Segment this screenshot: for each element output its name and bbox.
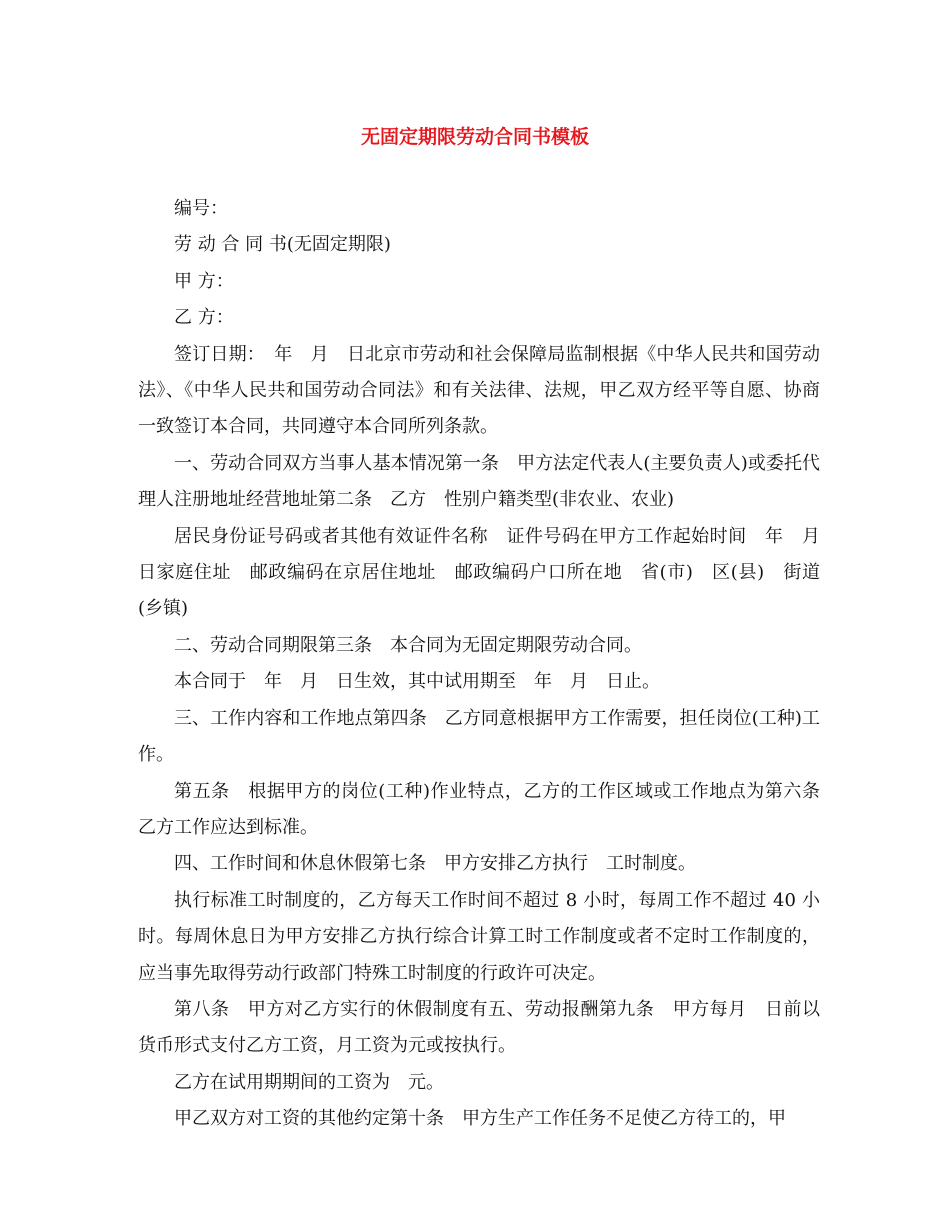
paragraph-id-info: 居民身份证号码或者其他有效证件名称 证件号码在甲方工作起始时间 年 月日家庭住址 邮政编码在京居住地址 邮政编码户口所在地 省(市) 区(县) 街道(乡镇): [138, 525, 820, 620]
paragraph-article-5: 第五条 根据甲方的岗位(工种)作业特点，乙方的工作区域或工作地点为第六条 乙方工作应达到标准。: [138, 780, 838, 838]
paragraph-signing-date: 签订日期： 年 月 日北京市劳动和社会保障局监制根据《中华人民共和国劳动法》、《中华人民共和国劳动合同法》和有关法律、法规，甲乙双方经平等自愿、协商一致签订本合同，共同遵守本合同所列条款。: [138, 343, 820, 438]
document-body: [138, 191, 838, 1138]
paragraph-contract-heading: 劳 动 合 同 书(无固定期限): [174, 234, 391, 256]
paragraph-article-8: 第八条 甲方对乙方实行的休假制度有五、劳动报酬第九条 甲方每月 日前以货币形式支付乙方工资，月工资为元或按执行。: [138, 998, 820, 1057]
paragraph-working-hours: 执行标准工时制度的，乙方每天工作时间不超过 8 小时，每周工作不超过 40 小时。每周休息日为甲方安排乙方执行综合计算工时工作制度或者不定时工作制度的，应当事先取得劳动行政部门特殊工时制度的行政许可决定。: [138, 889, 820, 984]
paragraph-party-b: 乙 方：: [174, 307, 234, 329]
paragraph-number: 编号：: [174, 198, 228, 219]
document-title: 无固定期限劳动合同书模板: [360, 126, 589, 148]
paragraph-probation-wage: 乙方在试用期期间的工资为 元。: [174, 1071, 444, 1093]
paragraph-article-10: 甲乙双方对工资的其他约定第十条 甲方生产工作任务不足使乙方待工的，甲: [174, 1108, 786, 1130]
paragraph-effective-date: 本合同于 年 月 日生效，其中试用期至 年 月 日止。: [174, 671, 660, 693]
paragraph-section-3: 三、工作内容和工作地点第四条 乙方同意根据甲方工作需要，担任岗位(工种)工作。: [138, 707, 820, 766]
paragraph-section-4: 四、工作时间和休息休假第七条 甲方安排乙方执行 工时制度。: [174, 853, 696, 875]
paragraph-party-a: 甲 方：: [174, 270, 234, 292]
paragraph-section-1: 一、劳动合同双方当事人基本情况第一条 甲方法定代表人(主要负责人)或委托代理人注册地址经营地址第二条 乙方 性别户籍类型(非农业、农业): [138, 452, 820, 511]
paragraph-section-2: 二、劳动合同期限第三条 本合同为无固定期限劳动合同。: [174, 634, 642, 656]
